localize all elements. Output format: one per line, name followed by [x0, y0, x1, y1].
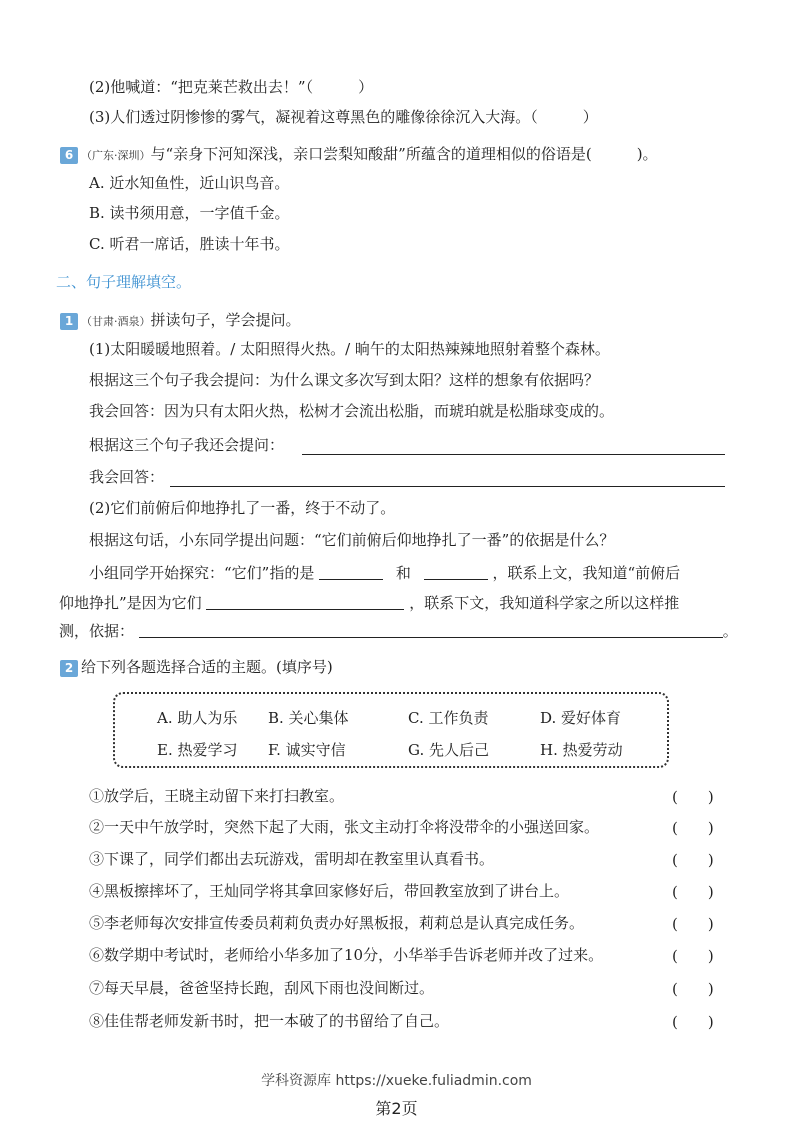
theme-option-e: E. 热爱学习: [157, 741, 238, 759]
s2-question-1: [60, 310, 301, 332]
page-number: 第2页: [375, 1099, 418, 1118]
sub-question-1: (1)太阳暖暖地照着。/ 太阳照得火热。/ 晌午的太阳热辣辣地照射着整个森林。: [89, 340, 610, 358]
explore-text-b: 和: [395, 564, 411, 582]
answer-paren[interactable]: ( ): [672, 947, 714, 965]
question-stem: 给下列各题选择合适的主题。(填序号): [81, 658, 333, 676]
theme-item-4: ④黑板擦摔坏了，王灿同学将其拿回家修好后，带回教室放到了讲台上。: [89, 882, 570, 900]
question-number-badge: 6: [60, 147, 78, 164]
ask-answer-line[interactable]: [302, 454, 725, 455]
section-title: 二、句子理解填空。: [56, 273, 192, 291]
theme-option-c: C. 工作负责: [408, 709, 489, 727]
theme-item-8: ⑧佳佳帮老师发新书时，把一本破了的书留给了自己。: [89, 1012, 450, 1030]
theme-item-1: ①放学后，王晓主动留下来打扫教室。: [89, 787, 345, 805]
s2-question-2: [60, 657, 333, 677]
ask-label: 根据这三个句子我还会提问：: [89, 436, 285, 454]
answer-paren[interactable]: ( ): [672, 883, 714, 901]
answer-paren[interactable]: ( ): [672, 980, 714, 998]
question-source: （甘肃·酒泉）: [81, 315, 151, 328]
blank-3[interactable]: [206, 595, 404, 610]
blank-2[interactable]: [424, 565, 488, 580]
answer-paren[interactable]: ( ): [672, 915, 714, 933]
question-stem: 拼读句子，学会提问。: [150, 311, 301, 329]
explore-line-2: [59, 593, 679, 613]
theme-item-7: ⑦每天早晨，爸爸坚持长跑，刮风下雨也没间断过。: [89, 979, 435, 997]
theme-item-2: ②一天中午放学时，突然下起了大雨，张文主动打伞将没带伞的小强送回家。: [89, 818, 600, 836]
answer-line[interactable]: [170, 486, 725, 487]
q5-item-3: (3)人们透过阴惨惨的雾气，凝视着这尊黑色的雕像徐徐沉入大海。（ ）: [89, 108, 598, 126]
q5-item-2: (2)他喊道：“把克莱芒救出去！”（ ）: [89, 78, 374, 96]
example-answer: 我会回答：因为只有太阳火热，松树才会流出松脂，而琥珀就是松脂球变成的。: [89, 402, 615, 420]
question-source: （广东·深圳）: [81, 149, 151, 162]
theme-item-5: ⑤李老师每次安排宣传委员莉莉负责办好黑板报，莉莉总是认真完成任务。: [89, 914, 585, 932]
theme-option-b: B. 关心集体: [268, 709, 349, 727]
theme-item-3: ③下课了，同学们都出去玩游戏，雷明却在教室里认真看书。: [89, 850, 495, 868]
theme-options-box: [113, 692, 669, 768]
theme-option-h: H. 热爱劳动: [540, 741, 623, 759]
theme-option-a: A. 助人为乐: [157, 709, 238, 727]
footer-site: 学科资源库 https://xueke.fuliadmin.com: [261, 1073, 532, 1089]
question-stem: 与“亲身下河知深浅，亲口尝梨知酸甜”所蕴含的道理相似的俗语是( )。: [150, 145, 658, 163]
explore-text-e: ，联系下文，我知道科学家之所以这样推: [409, 594, 680, 612]
explore-text-c: ，联系上文，我知道“前俯后: [492, 564, 681, 582]
explore-text-a: 小组同学开始探究：“它们”指的是: [89, 564, 315, 582]
explore-end: 。: [722, 622, 738, 640]
explore-line-3: [59, 621, 738, 641]
explore-text-f: 测，依据：: [59, 622, 135, 640]
question-number-badge: 2: [60, 660, 78, 677]
answer-paren[interactable]: ( ): [672, 819, 714, 837]
example-ask: 根据这三个句子我会提问：为什么课文多次写到太阳？这样的想象有依据吗？: [89, 371, 600, 389]
explore-line-1: [89, 563, 680, 583]
explore-text-d: 仰地挣扎”是因为它们: [59, 594, 202, 612]
blank-1[interactable]: [319, 565, 383, 580]
q6-option-a: A. 近水知鱼性，近山识鸟音。: [89, 174, 290, 192]
answer-paren[interactable]: ( ): [672, 1013, 714, 1031]
answer-label: 我会回答：: [89, 468, 165, 486]
theme-item-6: ⑥数学期中考试时，老师给小华多加了10分，小华举手告诉老师并改了过来。: [89, 946, 604, 964]
theme-option-f: F. 诚实守信: [268, 741, 346, 759]
question-number-badge: 1: [60, 313, 78, 330]
answer-paren[interactable]: ( ): [672, 851, 714, 869]
question-6: [60, 144, 658, 166]
sub-question-2: (2)它们前俯后仰地挣扎了一番，终于不动了。: [89, 499, 396, 517]
theme-option-g: G. 先人后己: [408, 741, 489, 759]
theme-option-d: D. 爱好体育: [540, 709, 622, 727]
q6-option-b: B. 读书须用意，一字值千金。: [89, 204, 290, 222]
question-prompt: 根据这句话，小东同学提出问题：“它们前俯后仰地挣扎了一番”的依据是什么？: [89, 531, 615, 549]
blank-4[interactable]: [139, 623, 723, 638]
q6-option-c: C. 听君一席话，胜读十年书。: [89, 235, 290, 253]
answer-paren[interactable]: ( ): [672, 788, 714, 806]
